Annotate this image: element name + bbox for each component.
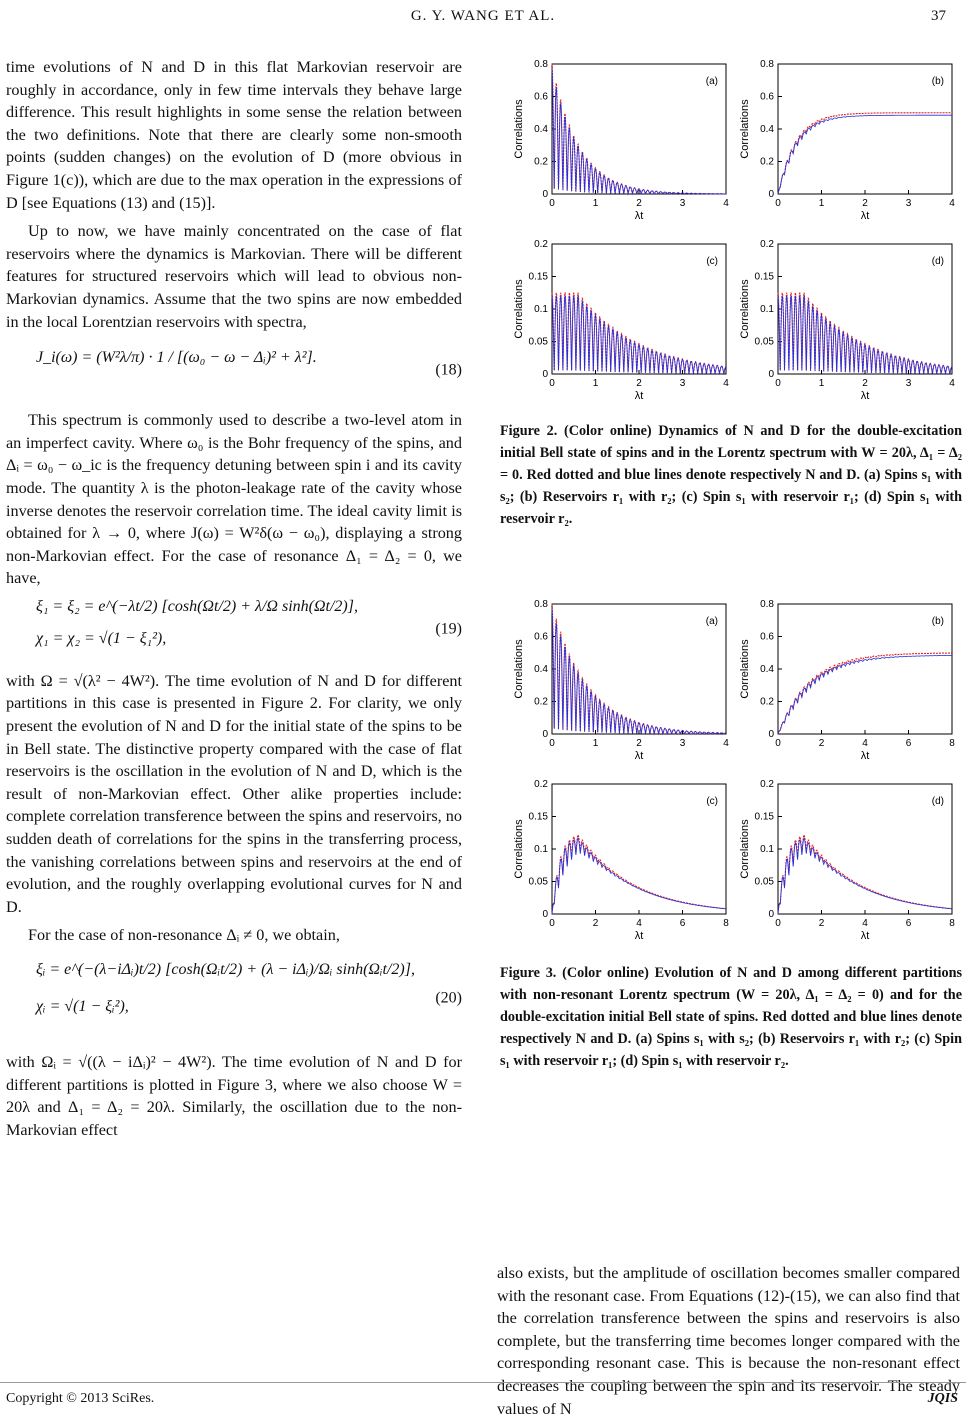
panel-label: (c) <box>706 796 718 807</box>
paragraph: For the case of non-resonance Δᵢ ≠ 0, we obtain, <box>28 926 340 945</box>
x-tick-label: 4 <box>862 918 868 929</box>
figure-3-caption: Figure 3. (Color online) Evolution of N and D among different partitions with non-resonant Lorentz spectrum (W = 20λ, Δ₁ = Δ₂ = 0) and for the double-excitation initial Bell state of spins. Red dotted and blue lines denote respectively N and D. (a) Spins s₁ with s₂; (b) Reservoirs r₁ with r₂; (c) Spin s₁ with reservoir r₁; (d) Spin s₁ with reservoir r₂. <box>500 965 962 1069</box>
x-tick-label: 8 <box>949 918 955 929</box>
x-axis-label: λt <box>860 210 870 222</box>
paragraph: with Ωᵢ = √((λ − iΔᵢ)² − 4W²). The time evolution of N and D for different partitions is plotted in Figure 3, where we also choose W = 20λ and Δ₁ = Δ₂ = 20λ. Similarly, the oscillation due to the non-Markovian effect <box>6 1053 462 1139</box>
x-tick-label: 0 <box>549 198 555 209</box>
x-tick-label: 4 <box>862 738 868 749</box>
y-axis-label: Correlations <box>739 99 751 159</box>
x-tick-label: 1 <box>592 378 599 389</box>
x-tick-label: 2 <box>592 918 599 929</box>
y-tick-label: 0.8 <box>760 599 774 610</box>
x-tick-label: 4 <box>636 918 642 929</box>
x-tick-label: 0 <box>775 198 781 209</box>
y-tick-label: 0.15 <box>528 271 548 283</box>
y-tick-label: 0.1 <box>534 304 548 315</box>
fig2-panel-b <box>739 59 955 222</box>
x-tick-label: 1 <box>592 738 599 749</box>
x-tick-label: 6 <box>905 738 912 749</box>
equation-body: ξᵢ = e^(−(λ−iΔᵢ)t/2) [cosh(Ωᵢt/2) + (λ − iΔᵢ)/Ωᵢ sinh(Ωᵢt/2)], <box>36 961 415 978</box>
x-tick-label: 3 <box>905 198 912 209</box>
y-tick-label: 0.1 <box>760 844 774 855</box>
x-axis-label: λt <box>634 390 644 402</box>
x-tick-label: 1 <box>818 198 825 209</box>
fig2-panel-d <box>739 239 955 402</box>
panel-label: (a) <box>705 616 718 627</box>
y-tick-label: 0.05 <box>528 336 548 348</box>
x-tick-label: 8 <box>949 738 955 749</box>
x-axis-label: λt <box>634 210 644 222</box>
y-axis-label: Correlations <box>513 99 525 159</box>
x-tick-label: 2 <box>818 738 825 749</box>
y-axis-label: Correlations <box>739 639 751 699</box>
paragraph: This spectrum is commonly used to describe a two-level atom in an imperfect cavity. Where ω₀ is the Bohr frequency of the spins, and Δᵢ = ω₀ − ω_ic is the frequency detuning between spin i and its cavity mode. The quantity λ is the photon-leakage rate of the cavity whose inverse denotes the reservoir correlation time. The ideal cavity limit is obtained for λ → 0, where J(ω) = W²δ(ω − ω₀), displaying a strong non-Markovian effect. For the case of resonance Δ₁ = Δ₂ = 0, we have, <box>6 411 462 588</box>
y-tick-label: 0.1 <box>760 304 774 315</box>
y-tick-label: 0 <box>768 909 774 920</box>
y-tick-label: 0 <box>542 189 548 200</box>
plot-area <box>778 244 952 374</box>
y-tick-label: 0.2 <box>760 156 774 168</box>
x-tick-label: 0 <box>775 918 781 929</box>
x-axis-label: λt <box>860 930 870 942</box>
x-tick-label: 3 <box>679 198 686 209</box>
paragraph: time evolutions of N and D in this flat Markovian reservoir are roughly in accordance, only in few time intervals they behave large difference. This result highlights in some sense the relation between the two definitions. Note that there are clearly some non-smooth points (sudden changes) on the evolution of D (more obvious in Figure 1(c)), which are due to the max operation in the expressions of D [see Equations (13) and (15)]. <box>6 58 462 212</box>
plot-area <box>778 784 952 914</box>
x-tick-label: 1 <box>592 198 599 209</box>
x-tick-label: 4 <box>723 378 729 389</box>
x-tick-label: 0 <box>549 738 555 749</box>
equation-18 <box>6 333 462 409</box>
fig3-panel-d <box>739 779 955 942</box>
y-tick-label: 0.2 <box>534 156 548 168</box>
y-tick-label: 0.15 <box>754 811 774 823</box>
y-tick-label: 0.4 <box>534 664 548 675</box>
y-tick-label: 0.8 <box>760 59 774 70</box>
x-tick-label: 2 <box>636 198 642 209</box>
x-tick-label: 2 <box>636 738 642 749</box>
equation-body: ξ₁ = ξ₂ = e^(−λt/2) [cosh(Ωt/2) + λ/Ω sinh(Ωt/2)], <box>36 597 358 615</box>
y-tick-label: 0.6 <box>534 91 548 103</box>
equation-number: (18) <box>435 361 462 379</box>
x-tick-label: 2 <box>818 918 825 929</box>
x-tick-label: 4 <box>949 198 955 209</box>
paragraph: Up to now, we have mainly concentrated on the case of flat reservoirs where the dynamics is Markovian. There will be different features for structured reservoirs which will lead to obvious non-Markovian dynamics. Assume that the two spins are now embedded in the local Lorentzian reservoirs with spectra, <box>6 222 462 331</box>
plot-area <box>778 64 952 194</box>
y-axis-label: Correlations <box>513 819 525 879</box>
plot-area <box>552 604 726 734</box>
x-tick-label: 6 <box>905 918 912 929</box>
x-axis-label: λt <box>860 750 870 762</box>
page-footer <box>0 1382 966 1415</box>
running-head: G. Y. WANG ET AL. <box>410 8 556 24</box>
y-tick-label: 0.2 <box>760 779 774 790</box>
journal-abbrev: JQIS <box>927 1391 958 1406</box>
panel-label: (d) <box>931 256 944 267</box>
panel-label: (d) <box>931 796 944 807</box>
equation-body: χ₁ = χ₂ = √(1 − ξ₁²), <box>36 630 167 648</box>
x-tick-label: 0 <box>775 738 781 749</box>
x-tick-label: 2 <box>862 198 868 209</box>
x-tick-label: 2 <box>636 378 642 389</box>
y-tick-label: 0.1 <box>534 844 548 855</box>
x-tick-label: 8 <box>723 918 729 929</box>
panel-label: (a) <box>705 76 718 87</box>
y-tick-label: 0 <box>768 729 774 740</box>
equation-20 <box>6 947 462 1051</box>
x-tick-label: 2 <box>862 378 868 389</box>
panel-label: (b) <box>931 616 944 627</box>
y-tick-label: 0 <box>768 189 774 200</box>
x-tick-label: 0 <box>775 378 781 389</box>
y-tick-label: 0.8 <box>534 599 548 610</box>
page-number: 37 <box>931 8 946 24</box>
plot-area <box>552 244 726 374</box>
fig2-panel-c <box>513 239 729 402</box>
y-tick-label: 0.15 <box>528 811 548 823</box>
equation-19 <box>6 590 462 670</box>
figure-3 <box>500 590 962 950</box>
left-column <box>6 56 462 1141</box>
y-tick-label: 0.2 <box>760 239 774 250</box>
fig3-panel-b <box>739 599 955 762</box>
y-tick-label: 0.05 <box>754 876 774 888</box>
y-tick-label: 0.6 <box>534 631 548 643</box>
paragraph: also exists, but the amplitude of oscillation becomes smaller compared with the resonant case. From Equations (12)-(15), we can also find that the correlation transference between the spins and reservoirs is also complete, but the transferring time becomes longer compared with the corresponding resonant case. This is because the non-resonant effect decreases the coupling between the spin and its reservoir. The steady values of N <box>497 1264 960 1418</box>
y-axis-label: Correlations <box>513 639 525 699</box>
x-axis-label: λt <box>634 750 644 762</box>
fig3-panel-c <box>513 779 729 942</box>
equation-number: (19) <box>435 620 462 638</box>
y-tick-label: 0.6 <box>760 631 774 643</box>
y-axis-label: Correlations <box>513 279 525 339</box>
x-tick-label: 4 <box>723 198 729 209</box>
x-tick-label: 0 <box>549 378 555 389</box>
y-tick-label: 0.4 <box>534 124 548 135</box>
y-tick-label: 0 <box>542 369 548 380</box>
y-tick-label: 0 <box>542 909 548 920</box>
x-tick-label: 0 <box>549 918 555 929</box>
y-tick-label: 0 <box>542 729 548 740</box>
x-tick-label: 1 <box>818 378 825 389</box>
x-axis-label: λt <box>634 930 644 942</box>
y-tick-label: 0 <box>768 369 774 380</box>
page-header <box>0 0 966 30</box>
fig2-panel-a <box>513 59 729 222</box>
fig3-panel-a <box>513 599 729 762</box>
figure-2-caption: Figure 2. (Color online) Dynamics of N and D for the double-excitation initial Bell state of spins and in the Lorentz spectrum with W = 20λ, Δ₁ = Δ₂ = 0. Red dotted and blue lines denote respectively N and D. (a) Spins s₁ with s₂; (b) Reservoirs r₁ with r₂; (c) Spin s₁ with reservoir r₁; (d) Spin s₁ with reservoir r₂. <box>500 423 962 527</box>
equation-number: (20) <box>435 989 462 1007</box>
x-tick-label: 6 <box>679 918 686 929</box>
paragraph: with Ω = √(λ² − 4W²). The time evolution of N and D for different partitions in this case is presented in Figure 2. For clarity, we only present the evolution of N and D for the initial state of the spins to be in Bell state. The distinctive property compared with the case of flat reservoirs is the oscillation in the evolution of N and D, which is the result of non-Markovian effect. Other alike properties include: complete correlation transference between the spins and reservoirs, no sudden death of correlations for the spins in the transferring process, the vanishing correlations between spins and reservoirs at the end of evolution, and the roughly overlapping evolutional curves for N and D. <box>6 671 462 916</box>
y-tick-label: 0.05 <box>528 876 548 888</box>
y-axis-label: Correlations <box>739 279 751 339</box>
plot-area <box>778 604 952 734</box>
panel-label: (b) <box>931 76 944 87</box>
equation-body: J_i(ω) = (W²λ/π) · 1 / [(ω₀ − ω − Δᵢ)² + λ²]. <box>36 349 317 367</box>
y-tick-label: 0.2 <box>760 696 774 708</box>
y-tick-label: 0.8 <box>534 59 548 70</box>
plot-area <box>552 784 726 914</box>
x-tick-label: 4 <box>949 378 955 389</box>
plot-area <box>552 64 726 194</box>
y-tick-label: 0.15 <box>754 271 774 283</box>
y-tick-label: 0.6 <box>760 91 774 103</box>
x-tick-label: 3 <box>905 378 912 389</box>
y-axis-label: Correlations <box>739 819 751 879</box>
x-tick-label: 3 <box>679 738 686 749</box>
copyright: Copyright © 2013 SciRes. <box>6 1391 155 1406</box>
y-tick-label: 0.2 <box>534 779 548 790</box>
x-tick-label: 4 <box>723 738 729 749</box>
x-axis-label: λt <box>860 390 870 402</box>
y-tick-label: 0.4 <box>760 664 774 675</box>
x-tick-label: 3 <box>679 378 686 389</box>
y-tick-label: 0.2 <box>534 239 548 250</box>
equation-body: χᵢ = √(1 − ξᵢ²), <box>36 997 129 1015</box>
y-tick-label: 0.4 <box>760 124 774 135</box>
panel-label: (c) <box>706 256 718 267</box>
y-tick-label: 0.2 <box>534 696 548 708</box>
figure-2 <box>500 50 962 410</box>
y-tick-label: 0.05 <box>754 336 774 348</box>
